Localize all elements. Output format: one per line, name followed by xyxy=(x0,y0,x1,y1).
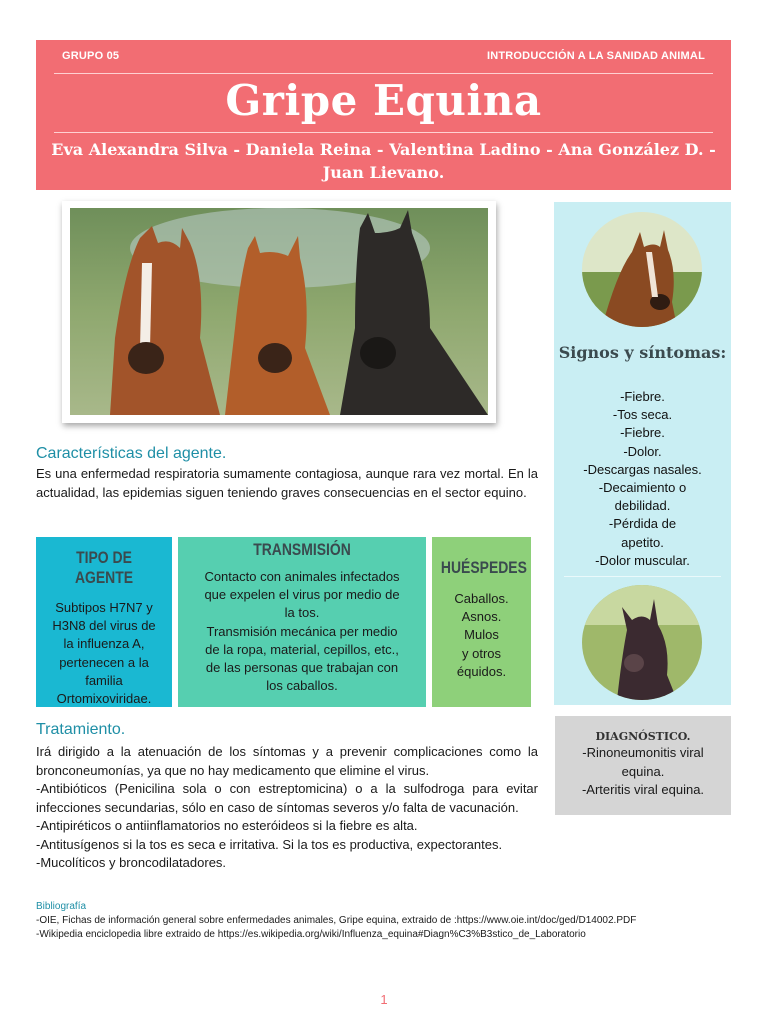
symptom-item: -Decaimiento o xyxy=(598,480,687,496)
side-divider xyxy=(564,576,721,577)
treatment-heading: Tratamiento. xyxy=(36,721,126,738)
symptom-item: -Tos seca. xyxy=(612,407,673,423)
hosts-title: HUÉSPEDES xyxy=(440,558,527,577)
treatment-text xyxy=(36,743,538,873)
host-item: Caballos. xyxy=(454,591,509,606)
page-number: 1 xyxy=(380,992,388,1007)
agent-type-title: TIPO DE AGENTE xyxy=(74,548,134,587)
transmission-line: de las personas que trabajan con xyxy=(205,660,399,676)
diagnosis-title: DIAGNÓSTICO. xyxy=(595,730,691,743)
authors: Eva Alexandra Silva - Daniela Reina - Valentina Ladino - Ana González D. - Juan Lievano. xyxy=(51,140,716,182)
treatment-line: -Antibióticos (Penicilina sola o con estreptomicina) o a la sulfodroga para evitar infecciones secundarias, sólo en caso de síntomas severos y/o falta de vacunación. xyxy=(36,781,538,815)
header-divider-bottom xyxy=(54,132,713,133)
treatment-line: -Mucolíticos y broncodilatadores. xyxy=(36,855,227,870)
bibliography-ref: -Wikipedia enciclopedia libre extraido de https://es.wikipedia.org/wiki/Influenza_equina#Diagn%C3%B3stico_de_Laboratorio xyxy=(36,929,586,940)
symptom-item: -Fiebre. xyxy=(620,389,665,404)
diagnosis-line: -Rinoneumonitis viral xyxy=(582,745,704,760)
agent-type-line: familia xyxy=(85,672,123,688)
transmission-box xyxy=(178,537,426,707)
transmission-line: Transmisión mecánica per medio xyxy=(206,623,398,639)
symptom-item: debilidad. xyxy=(614,498,671,514)
symptoms-list xyxy=(558,388,727,570)
header-meta xyxy=(62,50,705,62)
diagnosis-line: -Arteritis viral equina. xyxy=(581,782,705,797)
symptom-item: -Fiebre. xyxy=(620,425,665,441)
treatment-line: Irá dirigido a la atenuación de los síntomas y a prevenir complicaciones como la bronconeumonías, ya que no hay medicamento que elimine el virus. xyxy=(36,744,538,778)
foal-portrait-image xyxy=(582,585,702,700)
course-label: INTRODUCCIÓN A LA SANIDAD ANIMAL xyxy=(486,50,705,62)
agent-type-line: pertenecen a la xyxy=(59,654,149,670)
page-title: Gripe Equina xyxy=(225,76,542,125)
bibliography-ref: -OIE, Fichas de información general sobre enfermedades animales, Gripe equina, extraido de :https://www.oie.int/doc/ged/D14002.PDF xyxy=(36,915,637,926)
transmission-text xyxy=(178,568,426,695)
symptom-item: -Descargas nasales. xyxy=(583,461,702,477)
horses-photo xyxy=(62,201,496,423)
group-label: GRUPO 05 xyxy=(62,50,120,62)
hosts-text xyxy=(432,590,531,681)
agent-text: Es una enfermedad respiratoria sumamente contagiosa, aunque rara vez mortal. En la actualidad, las epidemias siguen teniendo graves consecuencias en el sector equino. xyxy=(36,466,538,500)
transmission-line: la tos. xyxy=(284,605,320,621)
host-item: Asnos. xyxy=(461,609,502,625)
transmission-line: Contacto con animales infectados xyxy=(204,569,400,584)
diagnosis-text xyxy=(555,744,731,800)
host-item: y otros xyxy=(461,645,501,661)
symptoms-panel xyxy=(554,202,731,705)
treatment-line: -Antitusígenos si la tos es seca e irritativa. Si la tos es productiva, expectorantes. xyxy=(36,836,503,852)
agent-type-line: H3N8 del virus de xyxy=(52,618,156,634)
host-item: Mulos xyxy=(464,627,499,643)
symptoms-title: Signos y síntomas: xyxy=(558,343,727,362)
host-item: équidos. xyxy=(456,663,507,679)
transmission-line: de la ropa, material, cepillos, etc., xyxy=(205,641,399,657)
symptom-item: apetito. xyxy=(621,534,664,550)
horse-portrait-image xyxy=(582,212,702,327)
agent-type-line: la influenza A, xyxy=(63,636,145,652)
header-divider-top xyxy=(54,73,713,74)
bibliography xyxy=(36,900,731,942)
symptom-item: -Dolor. xyxy=(623,443,662,459)
hosts-box xyxy=(432,537,531,707)
agent-type-box xyxy=(36,537,172,707)
diagnosis-line: equina. xyxy=(621,763,665,779)
agent-type-line: Subtipos H7N7 y xyxy=(55,600,153,615)
diagnosis-box xyxy=(555,716,731,815)
symptom-item: -Dolor muscular. xyxy=(595,552,690,568)
agent-type-line: Ortomixoviridae. xyxy=(56,691,152,707)
symptom-item: -Pérdida de xyxy=(608,516,677,532)
header-banner xyxy=(36,40,731,190)
transmission-title: TRANSMISIÓN xyxy=(253,540,351,559)
three-horses-image xyxy=(70,208,488,415)
bibliography-heading: Bibliografía xyxy=(36,901,87,912)
agent-type-text xyxy=(36,599,172,708)
treatment-line: -Antipiréticos o antiinflamatorios no esteróideos si la fiebre es alta. xyxy=(36,818,418,833)
transmission-line: los caballos. xyxy=(266,678,338,694)
transmission-line: que expelen el virus por medio de xyxy=(204,587,400,603)
agent-heading: Características del agente. xyxy=(36,445,227,462)
